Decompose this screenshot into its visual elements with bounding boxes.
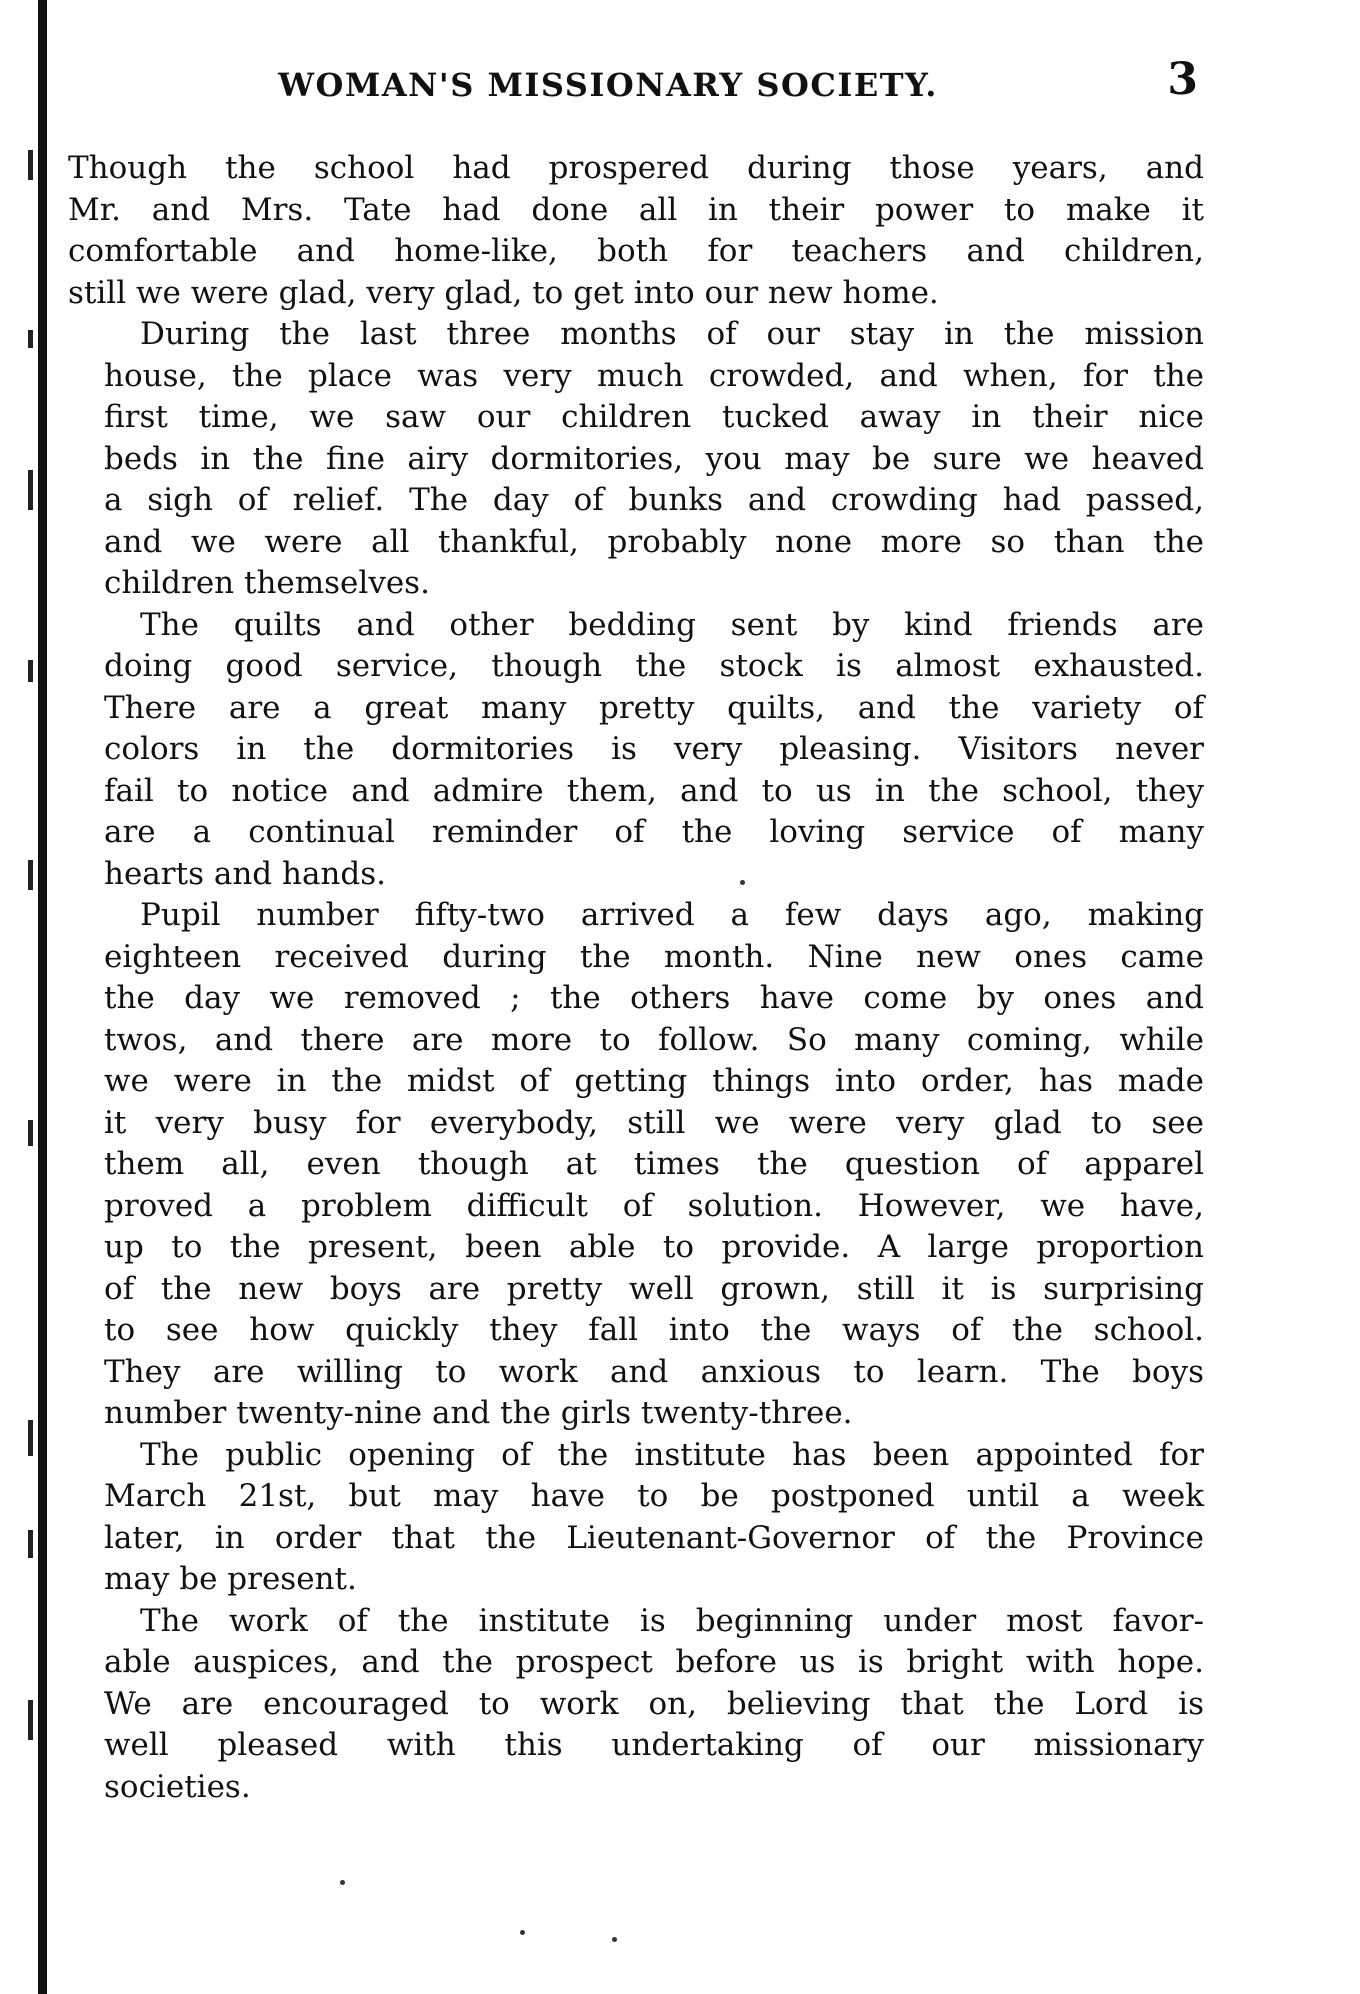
text-line: The public opening of the institute has been appointed for [140, 1436, 1204, 1473]
text-line: twos, and there are more to follow. So many coming, while [104, 1021, 1204, 1058]
binding-mark [28, 660, 33, 682]
text-line: Though the school had prospered during those years, and [68, 150, 1204, 186]
binding-mark [28, 470, 33, 510]
paragraph [68, 314, 1204, 605]
page-binding-edge [38, 0, 47, 1994]
text-line: later, in order that the Lieutenant-Governor of the Province [104, 1519, 1204, 1556]
text-line: There are a great many pretty quilts, and the variety of [104, 689, 1204, 726]
binding-mark [28, 1700, 33, 1740]
text-line: We are encouraged to work on, believing that the Lord is [104, 1685, 1204, 1722]
text-line: up to the present, been able to provide. A large proportion [104, 1229, 1204, 1265]
text-line: Pupil number fifty-two arrived a few days ago, making [140, 897, 1204, 933]
text-line: house, the place was very much crowded, and when, for the [104, 357, 1204, 394]
print-speck [612, 1937, 617, 1942]
binding-mark [28, 860, 33, 890]
text-line: Mr. and Mrs. Tate had done all in their power to make it [68, 191, 1204, 228]
running-title: WOMAN'S MISSIONARY SOCIETY. [278, 66, 938, 104]
text-line: the day we removed ; the others have come by ones and [104, 980, 1204, 1016]
text-line: a sigh of relief. The day of bunks and crowding had passed, [104, 482, 1204, 518]
text-line: proved a problem difficult of solution. However, we have, [104, 1187, 1204, 1224]
text-line: may be present. [104, 1561, 357, 1597]
article-body [68, 148, 1204, 1808]
text-line: colors in the dormitories is very pleasing. Visitors never [104, 731, 1204, 767]
text-line: them all, even though at times the question of apparel [104, 1146, 1204, 1182]
text-line: hearts and hands. [104, 855, 386, 892]
binding-mark [28, 1530, 33, 1558]
text-line: The work of the institute is beginning under most favor- [140, 1602, 1204, 1639]
text-line: eighteen received during the month. Nine new ones came [104, 938, 1204, 975]
text-line: and we were all thankful, probably none more so than the [104, 523, 1204, 560]
text-line: During the last three months of our stay in the mission [140, 316, 1204, 352]
text-line: societies. [104, 1768, 251, 1805]
print-speck [740, 880, 745, 885]
text-line: They are willing to work and anxious to learn. The boys [104, 1353, 1204, 1390]
text-line: The quilts and other bedding sent by kind friends are [140, 606, 1204, 643]
text-line: of the new boys are pretty well grown, still it is surprising [104, 1270, 1204, 1307]
text-line: beds in the fine airy dormitories, you may be sure we heaved [104, 440, 1204, 477]
text-line: March 21st, but may have to be postponed until a week [104, 1478, 1204, 1514]
text-line: first time, we saw our children tucked away in their nice [104, 399, 1204, 435]
paragraph [68, 605, 1204, 896]
print-speck [340, 1880, 345, 1885]
text-line: it very busy for everybody, still we were very glad to see [104, 1104, 1204, 1141]
text-line: comfortable and home-like, both for teachers and children, [68, 233, 1204, 269]
text-line: are a continual reminder of the loving service of many [104, 814, 1204, 850]
paragraph [68, 1435, 1204, 1601]
page-number: 3 [1167, 54, 1198, 105]
text-line: still we were glad, very glad, to get into our new home. [68, 274, 939, 311]
page-header [68, 54, 1208, 110]
text-line: we were in the midst of getting things into order, has made [104, 1063, 1204, 1099]
paragraph [68, 895, 1204, 1435]
binding-mark [28, 1120, 33, 1146]
binding-mark [28, 330, 33, 348]
paragraph [68, 148, 1204, 314]
paragraph [68, 1601, 1204, 1809]
text-line: able auspices, and the prospect before us is bright with hope. [104, 1644, 1204, 1680]
print-speck [520, 1930, 525, 1935]
text-line: number twenty-nine and the girls twenty-three. [104, 1395, 853, 1431]
text-line: fail to notice and admire them, and to us in the school, they [104, 772, 1204, 809]
text-line: to see how quickly they fall into the ways of the school. [104, 1312, 1204, 1348]
text-line: doing good service, though the stock is almost exhausted. [104, 648, 1204, 684]
binding-mark [28, 150, 33, 180]
text-line: well pleased with this undertaking of our missionary [104, 1727, 1204, 1763]
binding-mark [28, 1420, 33, 1456]
text-line: children themselves. [104, 565, 430, 601]
